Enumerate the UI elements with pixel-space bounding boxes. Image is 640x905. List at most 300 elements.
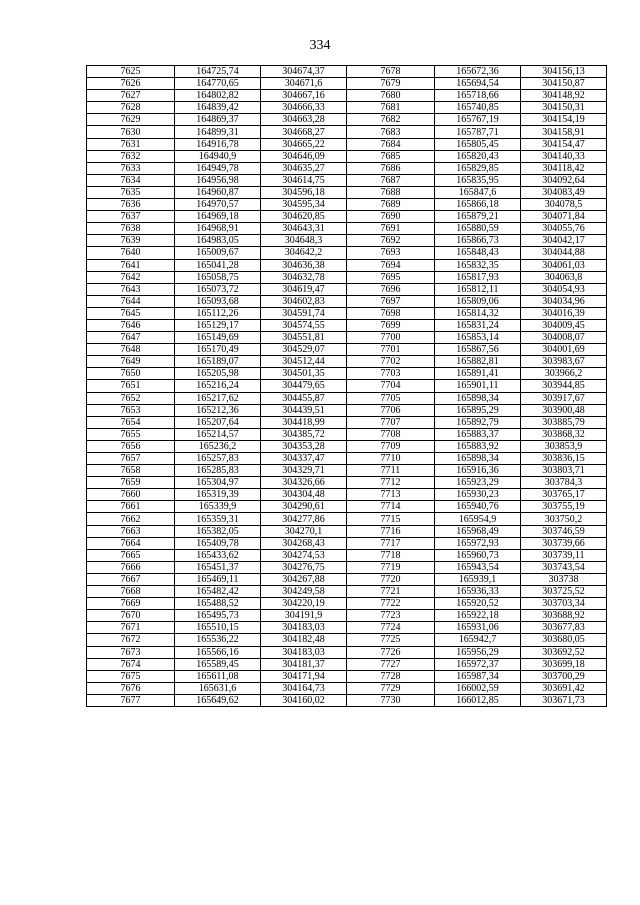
x-coord-left: 165451,37 [175,561,261,573]
y-coord-right: 303836,15 [521,453,607,465]
point-id-left: 7632 [87,150,175,162]
table-row [87,477,607,489]
table-row [87,90,607,102]
x-coord-left: 164916,78 [175,138,261,150]
table-row [87,211,607,223]
y-coord-right: 304078,5 [521,199,607,211]
y-coord-right: 303725,52 [521,586,607,598]
y-coord-right: 303688,92 [521,610,607,622]
table-row [87,223,607,235]
table-row [87,295,607,307]
y-coord-right: 303803,71 [521,465,607,477]
point-id-right: 7726 [347,646,435,658]
x-coord-right: 165883,37 [435,428,521,440]
x-coord-right: 165787,71 [435,126,521,138]
x-coord-left: 165217,62 [175,392,261,404]
point-id-left: 7637 [87,211,175,223]
point-id-right: 7682 [347,114,435,126]
table-row [87,102,607,114]
point-id-left: 7652 [87,392,175,404]
table-row [87,259,607,271]
point-id-right: 7711 [347,465,435,477]
x-coord-right: 165867,56 [435,344,521,356]
point-id-left: 7657 [87,453,175,465]
x-coord-left: 164839,42 [175,102,261,114]
y-coord-left: 304182,48 [261,634,347,646]
y-coord-right: 304054,93 [521,283,607,295]
page-number: 334 [309,38,331,53]
y-coord-right: 304154,19 [521,114,607,126]
point-id-left: 7665 [87,549,175,561]
y-coord-left: 304674,37 [261,66,347,78]
point-id-right: 7724 [347,622,435,634]
point-id-left: 7626 [87,78,175,90]
x-coord-right: 165892,79 [435,416,521,428]
y-coord-right: 304158,91 [521,126,607,138]
point-id-right: 7690 [347,211,435,223]
x-coord-right: 165767,19 [435,114,521,126]
x-coord-left: 165589,45 [175,658,261,670]
y-coord-left: 304666,33 [261,102,347,114]
point-id-left: 7647 [87,332,175,344]
x-coord-right: 165831,24 [435,319,521,331]
x-coord-left: 165469,11 [175,573,261,585]
point-id-left: 7651 [87,380,175,392]
point-id-left: 7673 [87,646,175,658]
y-coord-right: 303671,73 [521,694,607,706]
point-id-right: 7716 [347,525,435,537]
x-coord-right: 165898,34 [435,392,521,404]
table-row [87,247,607,259]
table-row [87,428,607,440]
point-id-right: 7697 [347,295,435,307]
table-row [87,114,607,126]
point-id-left: 7633 [87,162,175,174]
y-coord-left: 304529,07 [261,344,347,356]
table-row [87,646,607,658]
x-coord-right: 165866,18 [435,199,521,211]
x-coord-left: 165149,69 [175,332,261,344]
coordinates-table [86,65,607,707]
y-coord-left: 304501,35 [261,368,347,380]
y-coord-left: 304171,94 [261,670,347,682]
x-coord-right: 165817,93 [435,271,521,283]
x-coord-right: 165820,43 [435,150,521,162]
point-id-right: 7715 [347,513,435,525]
x-coord-right: 165880,59 [435,223,521,235]
coordinates-table-body [87,66,607,707]
x-coord-right: 165972,93 [435,537,521,549]
y-coord-left: 304620,85 [261,211,347,223]
point-id-left: 7661 [87,501,175,513]
y-coord-right: 303746,59 [521,525,607,537]
x-coord-left: 165212,36 [175,404,261,416]
y-coord-left: 304270,1 [261,525,347,537]
y-coord-right: 303677,83 [521,622,607,634]
point-id-left: 7646 [87,319,175,331]
x-coord-right: 165920,52 [435,598,521,610]
point-id-left: 7663 [87,525,175,537]
point-id-left: 7666 [87,561,175,573]
x-coord-left: 165189,07 [175,356,261,368]
y-coord-left: 304353,28 [261,440,347,452]
y-coord-left: 304455,87 [261,392,347,404]
table-row [87,271,607,283]
x-coord-left: 165216,24 [175,380,261,392]
x-coord-right: 165891,41 [435,368,521,380]
x-coord-left: 165409,78 [175,537,261,549]
y-coord-left: 304551,81 [261,332,347,344]
y-coord-right: 304092,64 [521,174,607,186]
x-coord-left: 164968,91 [175,223,261,235]
point-id-right: 7721 [347,586,435,598]
y-coord-right: 303900,48 [521,404,607,416]
point-id-right: 7694 [347,259,435,271]
y-coord-right: 304061,03 [521,259,607,271]
y-coord-left: 304418,99 [261,416,347,428]
y-coord-right: 303983,67 [521,356,607,368]
y-coord-right: 303691,42 [521,682,607,694]
y-coord-left: 304304,48 [261,489,347,501]
point-id-right: 7706 [347,404,435,416]
table-row [87,453,607,465]
y-coord-right: 304055,76 [521,223,607,235]
y-coord-left: 304648,3 [261,235,347,247]
y-coord-left: 304632,78 [261,271,347,283]
y-coord-right: 303765,17 [521,489,607,501]
table-row [87,162,607,174]
x-coord-left: 165510,15 [175,622,261,634]
y-coord-left: 304276,75 [261,561,347,573]
point-id-left: 7649 [87,356,175,368]
x-coord-right: 165960,73 [435,549,521,561]
table-row [87,235,607,247]
point-id-right: 7681 [347,102,435,114]
x-coord-right: 165848,43 [435,247,521,259]
point-id-left: 7669 [87,598,175,610]
point-id-left: 7672 [87,634,175,646]
table-row [87,440,607,452]
y-coord-right: 303739,66 [521,537,607,549]
y-coord-left: 304665,22 [261,138,347,150]
x-coord-left: 165073,72 [175,283,261,295]
point-id-left: 7677 [87,694,175,706]
x-coord-right: 165853,14 [435,332,521,344]
point-id-left: 7641 [87,259,175,271]
point-id-right: 7709 [347,440,435,452]
y-coord-left: 304267,88 [261,573,347,585]
point-id-left: 7674 [87,658,175,670]
y-coord-left: 304671,6 [261,78,347,90]
y-coord-right: 303743,54 [521,561,607,573]
y-coord-left: 304385,72 [261,428,347,440]
table-row [87,634,607,646]
x-coord-left: 164960,87 [175,186,261,198]
y-coord-left: 304268,43 [261,537,347,549]
point-id-right: 7710 [347,453,435,465]
x-coord-left: 165566,16 [175,646,261,658]
y-coord-right: 304118,42 [521,162,607,174]
y-coord-left: 304636,38 [261,259,347,271]
point-id-left: 7658 [87,465,175,477]
x-coord-left: 165170,49 [175,344,261,356]
x-coord-right: 165922,18 [435,610,521,622]
y-coord-right: 303738 [521,573,607,585]
table-row [87,380,607,392]
y-coord-right: 304044,88 [521,247,607,259]
point-id-left: 7654 [87,416,175,428]
x-coord-left: 165631,6 [175,682,261,694]
point-id-left: 7668 [87,586,175,598]
point-id-right: 7678 [347,66,435,78]
point-id-right: 7702 [347,356,435,368]
table-row [87,126,607,138]
x-coord-right: 165847,6 [435,186,521,198]
y-coord-left: 304635,27 [261,162,347,174]
x-coord-right: 165987,34 [435,670,521,682]
point-id-right: 7685 [347,150,435,162]
point-id-right: 7712 [347,477,435,489]
table-row [87,622,607,634]
point-id-right: 7725 [347,634,435,646]
y-coord-left: 304277,86 [261,513,347,525]
x-coord-left: 164949,78 [175,162,261,174]
x-coord-left: 164802,82 [175,90,261,102]
y-coord-left: 304249,58 [261,586,347,598]
y-coord-right: 303739,11 [521,549,607,561]
point-id-left: 7634 [87,174,175,186]
table-row [87,489,607,501]
y-coord-left: 304512,44 [261,356,347,368]
table-row [87,513,607,525]
y-coord-right: 303868,32 [521,428,607,440]
y-coord-right: 303755,19 [521,501,607,513]
y-coord-right: 304063,8 [521,271,607,283]
point-id-right: 7728 [347,670,435,682]
x-coord-left: 165536,22 [175,634,261,646]
table-row [87,416,607,428]
point-id-right: 7692 [347,235,435,247]
x-coord-left: 165304,97 [175,477,261,489]
x-coord-left: 165257,83 [175,453,261,465]
y-coord-right: 304150,87 [521,78,607,90]
x-coord-left: 165482,42 [175,586,261,598]
point-id-left: 7655 [87,428,175,440]
point-id-left: 7659 [87,477,175,489]
y-coord-left: 304329,71 [261,465,347,477]
y-coord-right: 304001,69 [521,344,607,356]
point-id-right: 7723 [347,610,435,622]
y-coord-left: 304290,61 [261,501,347,513]
table-row [87,78,607,90]
y-coord-left: 304439,51 [261,404,347,416]
y-coord-right: 303750,2 [521,513,607,525]
point-id-right: 7713 [347,489,435,501]
x-coord-left: 164969,18 [175,211,261,223]
x-coord-left: 164725,74 [175,66,261,78]
table-row [87,332,607,344]
point-id-left: 7671 [87,622,175,634]
point-id-left: 7664 [87,537,175,549]
x-coord-left: 165207,64 [175,416,261,428]
x-coord-right: 165879,21 [435,211,521,223]
x-coord-left: 165339,9 [175,501,261,513]
table-row [87,356,607,368]
point-id-left: 7675 [87,670,175,682]
point-id-right: 7695 [347,271,435,283]
x-coord-left: 165495,73 [175,610,261,622]
y-coord-left: 304479,65 [261,380,347,392]
table-row [87,199,607,211]
x-coord-left: 165129,17 [175,319,261,331]
x-coord-left: 165488,52 [175,598,261,610]
x-coord-left: 165041,28 [175,259,261,271]
x-coord-left: 165205,98 [175,368,261,380]
table-row [87,610,607,622]
x-coord-right: 165943,54 [435,561,521,573]
y-coord-left: 304614,75 [261,174,347,186]
point-id-right: 7684 [347,138,435,150]
x-coord-left: 164940,9 [175,150,261,162]
x-coord-right: 165923,29 [435,477,521,489]
y-coord-left: 304183,03 [261,646,347,658]
point-id-right: 7717 [347,537,435,549]
point-id-left: 7635 [87,186,175,198]
y-coord-left: 304646,09 [261,150,347,162]
x-coord-left: 165093,68 [175,295,261,307]
table-row [87,670,607,682]
x-coord-right: 165931,06 [435,622,521,634]
y-coord-right: 303784,3 [521,477,607,489]
point-id-left: 7667 [87,573,175,585]
table-row [87,465,607,477]
x-coord-left: 164869,37 [175,114,261,126]
y-coord-left: 304591,74 [261,307,347,319]
point-id-left: 7628 [87,102,175,114]
point-id-left: 7660 [87,489,175,501]
y-coord-left: 304164,73 [261,682,347,694]
table-row [87,537,607,549]
y-coord-right: 304140,33 [521,150,607,162]
point-id-left: 7676 [87,682,175,694]
x-coord-left: 165112,26 [175,307,261,319]
x-coord-right: 165898,34 [435,453,521,465]
x-coord-right: 165809,06 [435,295,521,307]
point-id-left: 7636 [87,199,175,211]
y-coord-right: 304009,45 [521,319,607,331]
x-coord-right: 165939,1 [435,573,521,585]
y-coord-right: 303885,79 [521,416,607,428]
x-coord-right: 165882,81 [435,356,521,368]
x-coord-left: 165285,83 [175,465,261,477]
point-id-right: 7679 [347,78,435,90]
point-id-right: 7707 [347,416,435,428]
x-coord-right: 165814,32 [435,307,521,319]
table-row [87,307,607,319]
y-coord-right: 304008,07 [521,332,607,344]
x-coord-right: 165936,33 [435,586,521,598]
y-coord-left: 304574,55 [261,319,347,331]
x-coord-left: 165236,2 [175,440,261,452]
point-id-left: 7650 [87,368,175,380]
point-id-right: 7686 [347,162,435,174]
y-coord-left: 304667,16 [261,90,347,102]
y-coord-right: 303699,18 [521,658,607,670]
x-coord-right: 165901,11 [435,380,521,392]
point-id-left: 7670 [87,610,175,622]
x-coord-right: 165954,9 [435,513,521,525]
table-row [87,368,607,380]
y-coord-left: 304274,53 [261,549,347,561]
point-id-right: 7683 [347,126,435,138]
x-coord-right: 165805,45 [435,138,521,150]
table-row [87,138,607,150]
x-coord-right: 165812,11 [435,283,521,295]
x-coord-right: 165883,92 [435,440,521,452]
y-coord-left: 304602,83 [261,295,347,307]
point-id-left: 7653 [87,404,175,416]
x-coord-right: 165694,54 [435,78,521,90]
y-coord-left: 304619,47 [261,283,347,295]
point-id-right: 7718 [347,549,435,561]
point-id-left: 7644 [87,295,175,307]
point-id-right: 7720 [347,573,435,585]
point-id-right: 7699 [347,319,435,331]
point-id-right: 7719 [347,561,435,573]
y-coord-left: 304642,2 [261,247,347,259]
point-id-left: 7629 [87,114,175,126]
y-coord-right: 303700,29 [521,670,607,682]
table-row [87,525,607,537]
point-id-left: 7640 [87,247,175,259]
point-id-right: 7687 [347,174,435,186]
y-coord-right: 304156,13 [521,66,607,78]
x-coord-right: 165972,37 [435,658,521,670]
table-row [87,694,607,706]
y-coord-right: 304154,47 [521,138,607,150]
point-id-left: 7645 [87,307,175,319]
point-id-right: 7689 [347,199,435,211]
y-coord-left: 304181,37 [261,658,347,670]
x-coord-left: 165649,62 [175,694,261,706]
point-id-right: 7693 [347,247,435,259]
y-coord-right: 303917,67 [521,392,607,404]
point-id-right: 7680 [347,90,435,102]
x-coord-left: 165359,31 [175,513,261,525]
y-coord-left: 304220,19 [261,598,347,610]
y-coord-left: 304663,28 [261,114,347,126]
y-coord-left: 304643,31 [261,223,347,235]
table-row [87,186,607,198]
y-coord-right: 303703,34 [521,598,607,610]
point-id-right: 7703 [347,368,435,380]
y-coord-left: 304668,27 [261,126,347,138]
table-row [87,549,607,561]
point-id-left: 7643 [87,283,175,295]
y-coord-right: 304083,49 [521,186,607,198]
x-coord-left: 165382,05 [175,525,261,537]
table-row [87,404,607,416]
point-id-right: 7727 [347,658,435,670]
x-coord-right: 165718,66 [435,90,521,102]
y-coord-left: 304595,34 [261,199,347,211]
x-coord-right: 166002,59 [435,682,521,694]
y-coord-right: 304042,17 [521,235,607,247]
x-coord-left: 165433,62 [175,549,261,561]
x-coord-left: 165611,08 [175,670,261,682]
point-id-right: 7691 [347,223,435,235]
table-row [87,344,607,356]
